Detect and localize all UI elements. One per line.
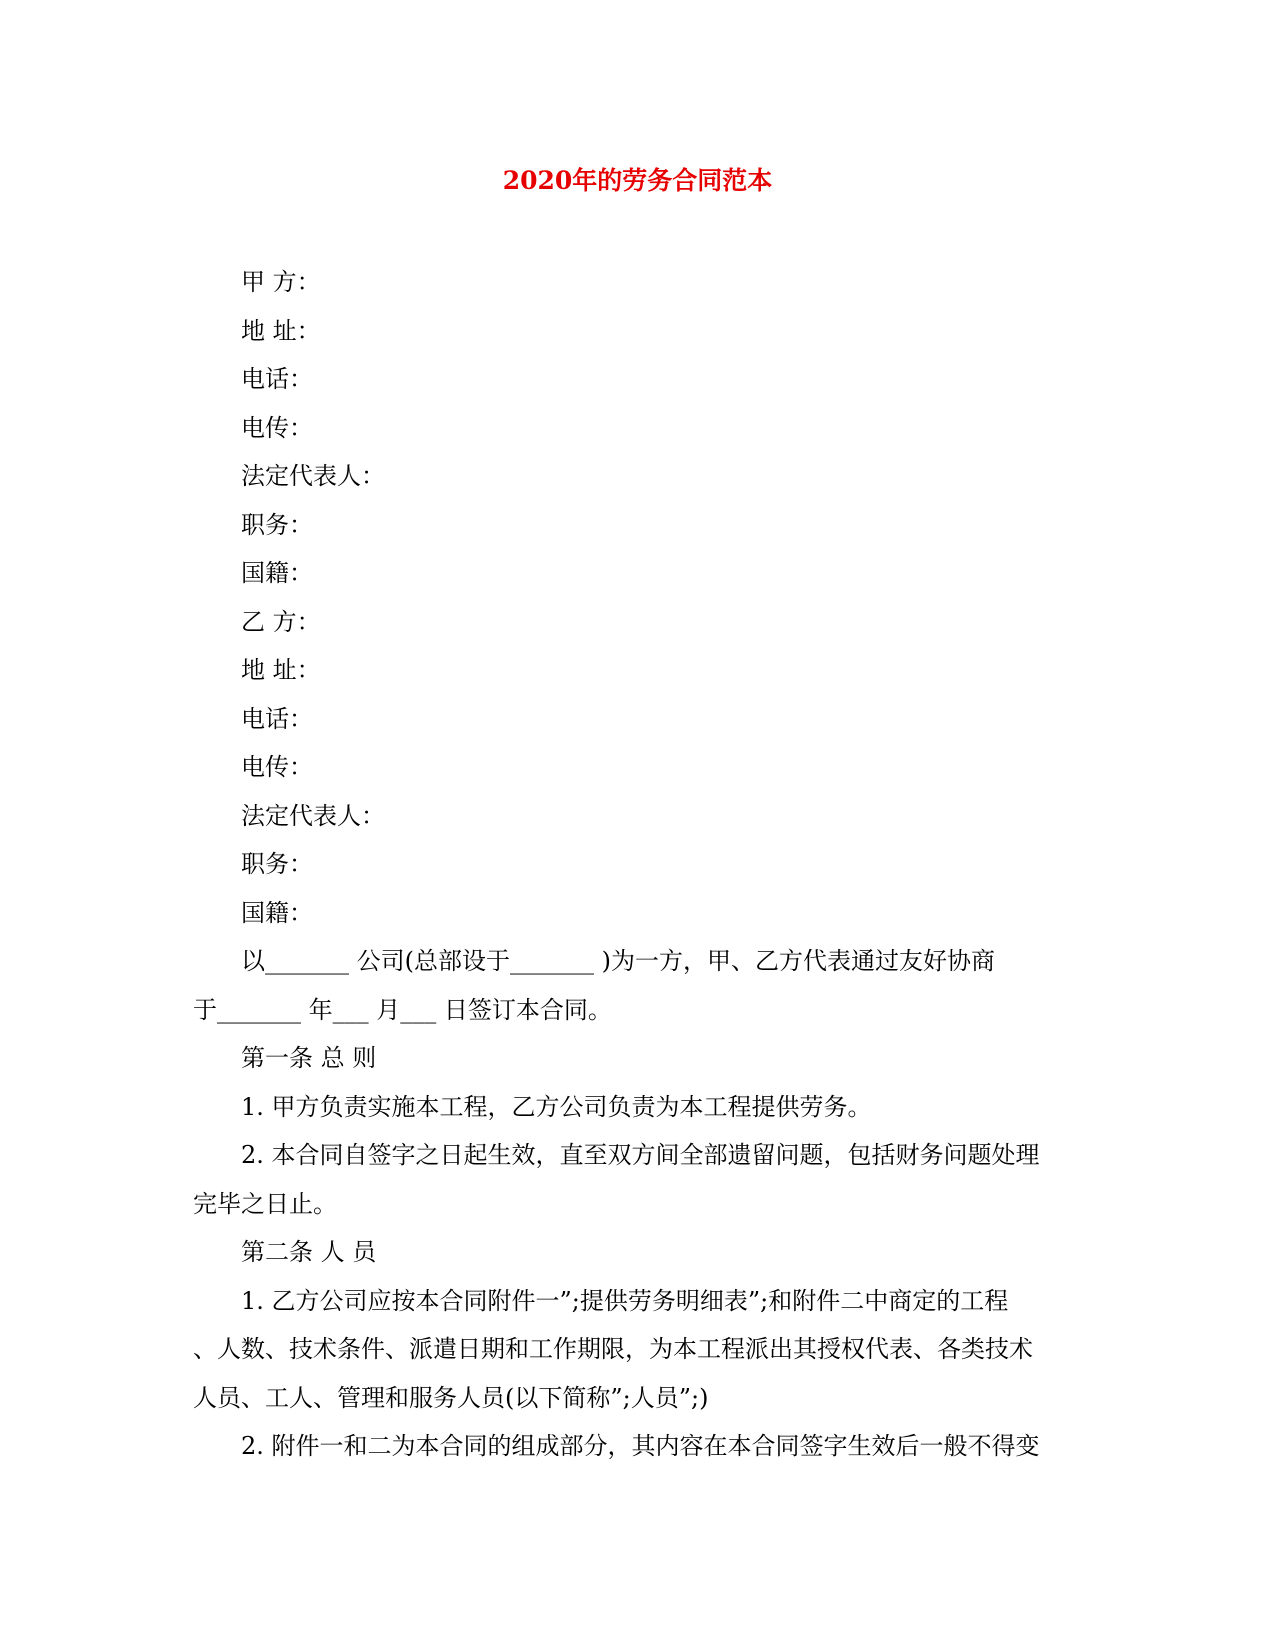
party-b-legal-rep: 法定代表人： [241, 801, 385, 830]
article-2-item-1-line-1: 1. 乙方公司应按本合同附件一”;提供劳务明细表”;和附件二中商定的工程 [241, 1286, 1009, 1315]
article-1-item-2-line-2: 完毕之日止。 [193, 1189, 337, 1218]
party-b-address: 地 址： [241, 656, 321, 684]
party-a-phone: 电话： [241, 365, 313, 393]
party-a-position: 职务： [241, 510, 313, 539]
document-body [193, 258, 1063, 1471]
party-b-nationality: 国籍： [241, 898, 313, 927]
article-2-item-1-line-2: 、人数、技术条件、派遣日期和工作期限，为本工程派出其授权代表、各类技术 [193, 1335, 1033, 1363]
document-title: 2020年的劳务合同范本 [502, 166, 773, 195]
party-a-fax: 电传： [241, 413, 313, 442]
party-b-label: 乙 方： [241, 607, 321, 636]
article-1-item-1: 1. 甲方负责实施本工程，乙方公司负责为本工程提供劳务。 [241, 1092, 872, 1121]
party-b-phone: 电话： [241, 704, 313, 733]
party-a-nationality: 国籍： [241, 559, 313, 587]
article-2-item-1-line-3: 人员、工人、管理和服务人员(以下简称”;人员”;) [193, 1383, 709, 1412]
party-a-label: 甲 方： [241, 268, 321, 296]
article-1-item-2-line-1: 2. 本合同自签字之日起生效，直至双方间全部遗留问题，包括财务问题处理 [241, 1141, 1040, 1169]
article-2-heading: 第二条 人 员 [241, 1238, 377, 1266]
party-b-fax: 电传： [241, 753, 313, 781]
party-a-legal-rep: 法定代表人： [241, 462, 385, 490]
intro-line-1: 以_______ 公司(总部设于_______ )为一方，甲、乙方代表通过友好协商 [241, 947, 995, 975]
party-b-position: 职务： [241, 850, 313, 878]
intro-line-2: 于_______ 年___ 月___ 日签订本合同。 [193, 995, 612, 1024]
article-2-item-2-line-1: 2. 附件一和二为本合同的组成部分，其内容在本合同签字生效后一般不得变 [241, 1432, 1040, 1460]
article-1-heading: 第一条 总 则 [241, 1044, 377, 1072]
party-a-address: 地 址： [241, 316, 321, 345]
